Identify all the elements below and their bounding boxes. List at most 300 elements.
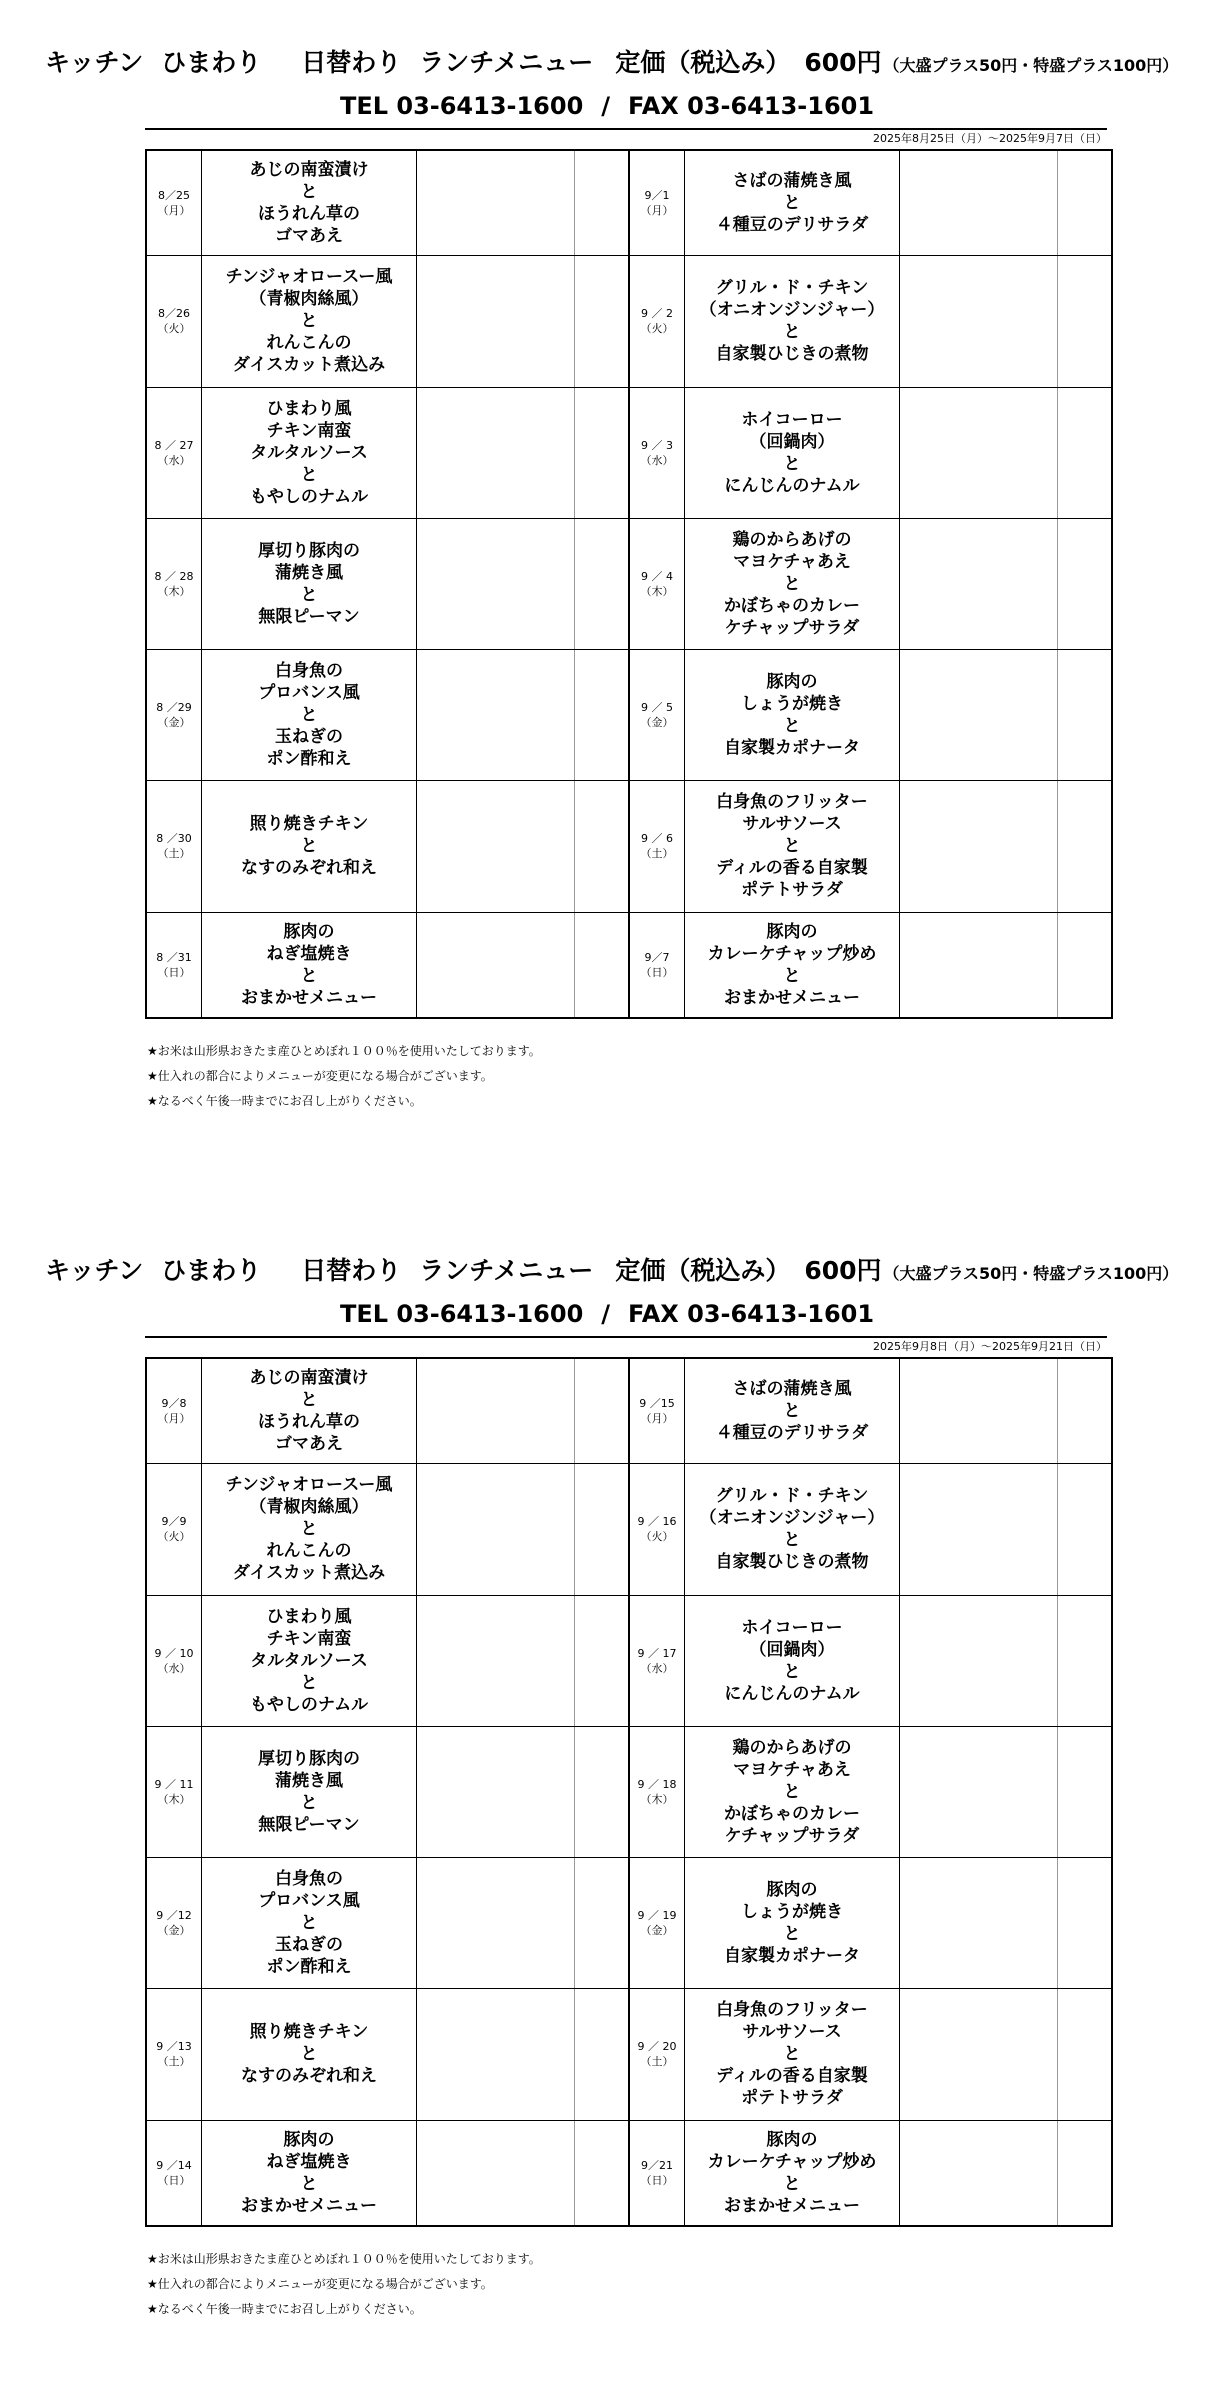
menu-weekday: （日） xyxy=(157,965,191,979)
menu-weekday: （土） xyxy=(640,847,674,861)
menu-dish-line: れんこんの xyxy=(266,1541,352,1562)
menu-blank-cell xyxy=(575,150,630,256)
menu-date-cell xyxy=(629,150,685,256)
menu-period: 2025年8月25日（月）～2025年9月7日（日） xyxy=(873,132,1107,145)
menu-date: 8 ／30 xyxy=(156,832,192,846)
menu-period: 2025年9月8日（月）～2025年9月21日（日） xyxy=(873,1340,1107,1353)
menu-date-cell xyxy=(629,1464,685,1595)
menu-row xyxy=(146,1858,1112,1989)
header-rule xyxy=(145,128,1107,130)
menu-dish-cell xyxy=(685,518,900,649)
menu-dish-line: ホイコーロー xyxy=(741,1617,843,1638)
menu-dish-line: プロバンス風 xyxy=(258,683,360,704)
menu-blank-cell xyxy=(900,1726,1058,1857)
menu-row xyxy=(146,256,1112,387)
menu-dish-line: 豚肉の xyxy=(283,2129,335,2150)
menu-dish-cell xyxy=(685,256,900,387)
price-value: 600円 xyxy=(804,48,882,77)
menu-dish-line: マヨケチャあえ xyxy=(733,551,851,572)
menu-dish-line: なすのみぞれ和え xyxy=(241,858,377,879)
menu-weekday: （月） xyxy=(157,1412,191,1426)
menu-date: 9 ／14 xyxy=(156,2158,192,2172)
daily-label: 日替わり xyxy=(301,48,402,77)
menu-blank-cell xyxy=(575,781,630,912)
menu-dish-line: と xyxy=(783,573,801,594)
menu-date-cell xyxy=(629,650,685,781)
menu-date-cell xyxy=(629,387,685,518)
menu-dish-line: チンジャオロースー風 xyxy=(225,1475,393,1496)
menu-dish-line: グリル・ド・チキン xyxy=(715,278,869,299)
menu-blank-cell xyxy=(417,781,575,912)
menu-blank-cell xyxy=(575,1358,630,1464)
menu-date-cell xyxy=(146,912,202,1018)
menu-dish-line: さばの蒲焼き風 xyxy=(732,1379,852,1400)
menu-blank-cell xyxy=(417,1989,575,2120)
menu-dish-line: しょうが焼き xyxy=(741,694,843,715)
menu-dish-cell xyxy=(685,1858,900,1989)
menu-dish-line: と xyxy=(300,965,318,986)
menu-date: 8 ／ 28 xyxy=(154,569,194,583)
menu-date: 9 ／ 3 xyxy=(641,438,673,452)
menu-weekday: （月） xyxy=(640,1412,674,1426)
menu-date: 8 ／ 27 xyxy=(154,438,194,452)
menu-dish-line: おまかせメニュー xyxy=(241,2195,377,2216)
menu-dish-cell xyxy=(202,1358,417,1464)
menu-date-cell xyxy=(629,1726,685,1857)
menu-weekday: （木） xyxy=(640,1792,674,1806)
menu-dish-cell xyxy=(202,1464,417,1595)
header-rule xyxy=(145,1336,1107,1338)
menu-blank-cell xyxy=(417,1726,575,1857)
menu-date: 9／8 xyxy=(161,1397,187,1411)
menu-dish-line: と xyxy=(300,311,318,332)
menu-dish-line: と xyxy=(300,1913,318,1934)
menu-blank-cell xyxy=(575,1595,630,1726)
menu-weekday: （月） xyxy=(157,204,191,218)
menu-dish-cell xyxy=(685,150,900,256)
menu-dish-line: かぼちゃのカレー xyxy=(724,1803,860,1824)
menu-blank-cell xyxy=(1058,1989,1113,2120)
menu-row xyxy=(146,518,1112,649)
menu-dish-line: と xyxy=(300,705,318,726)
menu-weekday: （金） xyxy=(157,716,191,730)
menu-dish-line: と xyxy=(783,2044,801,2065)
menu-row xyxy=(146,912,1112,1018)
menu-date: 9／7 xyxy=(644,950,670,964)
menu-blank-cell xyxy=(900,150,1058,256)
menu-date-cell xyxy=(629,2120,685,2226)
menu-date: 9／21 xyxy=(641,2158,673,2172)
menu-row xyxy=(146,1464,1112,1595)
menu-blank-cell xyxy=(1058,1595,1113,1726)
menu-blank-cell xyxy=(1058,150,1113,256)
menu-dish-line: ポテトサラダ xyxy=(741,880,843,901)
menu-dish-line: ポン酢和え xyxy=(266,1957,352,1978)
menu-row xyxy=(146,781,1112,912)
menu-date: 9 ／ 16 xyxy=(637,1515,677,1529)
menu-dish-cell xyxy=(685,1726,900,1857)
menu-dish-line: と xyxy=(783,193,801,214)
menu-title xyxy=(45,46,1178,83)
menu-row xyxy=(146,1989,1112,2120)
menu-weekday: （火） xyxy=(157,322,191,336)
extra-price-note: （大盛プラス50円・特盛プラス100円） xyxy=(883,1264,1179,1283)
note-eat-by: ★なるべく午後一時までにお召し上がりください。 xyxy=(147,1094,422,1108)
menu-dish-line: と xyxy=(300,584,318,605)
menu-weekday: （日） xyxy=(640,2173,674,2187)
menu-dish-line: 白身魚のフリッター xyxy=(716,792,868,813)
menu-dish-line: ディルの香る自家製 xyxy=(716,858,868,879)
menu-dish-line: と xyxy=(783,836,801,857)
menu-dish-line: ディルの香る自家製 xyxy=(716,2066,868,2087)
menu-dish-line: れんこんの xyxy=(266,333,352,354)
menu-blank-cell xyxy=(417,256,575,387)
menu-notes xyxy=(147,2247,541,2322)
menu-date: 9 ／12 xyxy=(156,1909,192,1923)
menu-dish-line: と xyxy=(300,1519,318,1540)
menu-dish-cell xyxy=(202,518,417,649)
menu-dish-cell xyxy=(685,1358,900,1464)
menu-dish-line: と xyxy=(783,1781,801,1802)
menu-weekday: （土） xyxy=(157,847,191,861)
price-label: 定価（税込み） xyxy=(615,1256,791,1285)
menu-blank-cell xyxy=(900,912,1058,1018)
price-value: 600円 xyxy=(804,1256,882,1285)
menu-blank-cell xyxy=(1058,1726,1113,1857)
menu-blank-cell xyxy=(417,650,575,781)
menu-dish-line: ４種豆のデリサラダ xyxy=(715,215,869,236)
menu-date: 9 ／ 20 xyxy=(637,2040,677,2054)
menu-dish-line: おまかせメニュー xyxy=(724,987,860,1008)
menu-blank-cell xyxy=(417,518,575,649)
menu-row xyxy=(146,387,1112,518)
menu-dish-line: ほうれん草の xyxy=(258,204,360,225)
menu-dish-line: 自家製カポナータ xyxy=(724,738,860,759)
menu-dish-line: ポテトサラダ xyxy=(741,2088,843,2109)
menu-weekday: （木） xyxy=(640,584,674,598)
menu-weekday: （金） xyxy=(640,1924,674,1938)
price-label: 定価（税込み） xyxy=(615,48,791,77)
menu-dish-line: ひまわり風 xyxy=(266,398,352,419)
menu-dish-line: さばの蒲焼き風 xyxy=(732,171,852,192)
menu-dish-line: ダイスカット煮込み xyxy=(232,355,386,376)
menu-blank-cell xyxy=(900,1595,1058,1726)
menu-dish-line: （青椒肉絲風） xyxy=(249,289,369,310)
menu-dish-line: と xyxy=(783,2173,801,2194)
menu-date: 9 ／ 11 xyxy=(154,1777,194,1791)
menu-dish-line: と xyxy=(300,1672,318,1693)
fax-number: FAX 03-6413-1601 xyxy=(628,1300,875,1328)
menu-weekday: （水） xyxy=(640,453,674,467)
menu-dish-line: ダイスカット煮込み xyxy=(232,1563,386,1584)
menu-date: 9 ／ 2 xyxy=(641,307,673,321)
menu-blank-cell xyxy=(900,387,1058,518)
menu-date: 9 ／13 xyxy=(156,2040,192,2054)
menu-blank-cell xyxy=(900,518,1058,649)
menu-dish-line: 蒲焼き風 xyxy=(275,562,343,583)
menu-blank-cell xyxy=(575,1464,630,1595)
menu-dish-cell xyxy=(202,2120,417,2226)
menu-dish-line: と xyxy=(783,716,801,737)
menu-blank-cell xyxy=(1058,650,1113,781)
menu-weekday: （日） xyxy=(640,965,674,979)
menu-dish-line: 豚肉の xyxy=(766,921,818,942)
menu-dish-line: なすのみぞれ和え xyxy=(241,2066,377,2087)
menu-blank-cell xyxy=(1058,912,1113,1018)
menu-date-cell xyxy=(629,1858,685,1989)
tel-number: TEL 03-6413-1600 xyxy=(339,92,584,120)
menu-dish-line: 白身魚の xyxy=(275,661,343,682)
menu-date-cell xyxy=(629,1989,685,2120)
menu-dish-line: もやしのナムル xyxy=(249,486,369,507)
menu-dish-line: と xyxy=(783,1924,801,1945)
menu-dish-line: （青椒肉絲風） xyxy=(249,1497,369,1518)
menu-blank-cell xyxy=(417,912,575,1018)
menu-blank-cell xyxy=(417,1358,575,1464)
menu-blank-cell xyxy=(900,2120,1058,2226)
menu-dish-cell xyxy=(202,150,417,256)
menu-dish-line: チキン南蛮 xyxy=(266,1628,352,1649)
menu-dish-line: と xyxy=(300,1792,318,1813)
menu-weekday: （木） xyxy=(157,1792,191,1806)
menu-dish-cell xyxy=(202,256,417,387)
menu-blank-cell xyxy=(575,2120,630,2226)
menu-dish-line: （回鍋肉） xyxy=(749,431,835,452)
menu-dish-line: グリル・ド・チキン xyxy=(715,1486,869,1507)
note-eat-by: ★なるべく午後一時までにお召し上がりください。 xyxy=(147,2302,422,2316)
menu-blank-cell xyxy=(575,387,630,518)
menu-date-cell xyxy=(146,781,202,912)
menu-dish-line: と xyxy=(783,1530,801,1551)
menu-notes xyxy=(147,1039,541,1114)
menu-dish-line: 自家製カポナータ xyxy=(724,1946,860,1967)
contact-separator: / xyxy=(601,1300,611,1328)
daily-label: 日替わり xyxy=(301,1256,402,1285)
menu-dish-line: にんじんのナムル xyxy=(724,475,860,496)
menu-date-cell xyxy=(629,1358,685,1464)
menu-date: 9 ／ 19 xyxy=(637,1909,677,1923)
menu-blank-cell xyxy=(417,387,575,518)
menu-dish-cell xyxy=(685,781,900,912)
menu-row xyxy=(146,1358,1112,1464)
menu-weekday: （火） xyxy=(640,322,674,336)
extra-price-note: （大盛プラス50円・特盛プラス100円） xyxy=(883,56,1179,75)
menu-dish-line: プロバンス風 xyxy=(258,1891,360,1912)
menu-dish-cell xyxy=(202,1595,417,1726)
menu-weekday: （木） xyxy=(157,584,191,598)
menu-dish-cell xyxy=(685,912,900,1018)
menu-dish-line: 自家製ひじきの煮物 xyxy=(715,1552,869,1573)
menu-weekday: （金） xyxy=(157,1924,191,1938)
menu-dish-line: と xyxy=(300,1390,318,1411)
menu-date: 9 ／ 17 xyxy=(637,1646,677,1660)
menu-weekday: （火） xyxy=(640,1530,674,1544)
menu-blank-cell xyxy=(575,1989,630,2120)
menu-weekday: （水） xyxy=(157,453,191,467)
menu-date-cell xyxy=(629,912,685,1018)
menu-dish-line: （オニオンジンジャー） xyxy=(699,1508,885,1529)
menu-date-cell xyxy=(146,2120,202,2226)
shop-label: キッチン xyxy=(45,1256,144,1285)
menu-blank-cell xyxy=(575,1858,630,1989)
menu-dish-line: 豚肉の xyxy=(766,672,818,693)
menu-dish-line: と xyxy=(300,2173,318,2194)
menu-weekday: （月） xyxy=(640,204,674,218)
menu-dish-line: 厚切り豚肉の xyxy=(258,1748,360,1769)
menu-dish-cell xyxy=(685,1989,900,2120)
menu-dish-line: 照り焼きチキン xyxy=(249,2022,369,2043)
shop-name: ひまわり xyxy=(161,48,262,77)
menu-dish-line: 厚切り豚肉の xyxy=(258,540,360,561)
menu-dish-line: と xyxy=(300,2044,318,2065)
menu-date: 9 ／ 6 xyxy=(641,832,673,846)
menu-blank-cell xyxy=(900,1358,1058,1464)
menu-blank-cell xyxy=(575,1726,630,1857)
menu-dish-cell xyxy=(202,781,417,912)
menu-dish-line: と xyxy=(300,464,318,485)
menu-dish-cell xyxy=(685,1464,900,1595)
menu-date: 9 ／ 4 xyxy=(641,569,673,583)
menu-date-cell xyxy=(629,781,685,912)
menu-dish-line: と xyxy=(300,836,318,857)
menu-dish-line: 鶏のからあげの xyxy=(732,529,852,550)
menu-date: 9／9 xyxy=(161,1515,187,1529)
menu-blank-cell xyxy=(1058,1358,1113,1464)
menu-dish-line: タルタルソース xyxy=(250,442,368,463)
menu-date: 8／26 xyxy=(158,307,190,321)
menu-weekday: （日） xyxy=(157,2173,191,2187)
menu-blank-cell xyxy=(575,256,630,387)
menu-dish-line: あじの南蛮漬け xyxy=(249,160,369,181)
menu-weekday: （火） xyxy=(157,1530,191,1544)
menu-dish-line: サルサソース xyxy=(742,2022,842,2043)
menu-row xyxy=(146,2120,1112,2226)
menu-blank-cell xyxy=(1058,256,1113,387)
menu-dish-line: サルサソース xyxy=(742,814,842,835)
menu-dish-line: ゴマあえ xyxy=(275,226,343,247)
menu-dish-line: ほうれん草の xyxy=(258,1412,360,1433)
contact-line xyxy=(0,89,1214,123)
note-menu-change: ★仕入れの都合によりメニューが変更になる場合がございます。 xyxy=(147,1069,493,1083)
menu-weekday: （土） xyxy=(157,2055,191,2069)
menu-date: 8／25 xyxy=(158,189,190,203)
menu-blank-cell xyxy=(417,150,575,256)
menu-dish-line: 豚肉の xyxy=(283,921,335,942)
menu-date-cell xyxy=(629,1595,685,1726)
menu-dish-line: カレーケチャップ炒め xyxy=(707,2151,877,2172)
menu-dish-cell xyxy=(685,1595,900,1726)
menu-dish-line: と xyxy=(783,322,801,343)
menu-blank-cell xyxy=(1058,518,1113,649)
menu-dish-line: しょうが焼き xyxy=(741,1902,843,1923)
menu-dish-cell xyxy=(202,1989,417,2120)
tel-number: TEL 03-6413-1600 xyxy=(339,1300,584,1328)
menu-dish-line: ねぎ塩焼き xyxy=(266,943,352,964)
menu-dish-line: 白身魚の xyxy=(275,1869,343,1890)
menu-dish-line: 豚肉の xyxy=(766,2129,818,2150)
menu-weekday: （水） xyxy=(640,1661,674,1675)
menu-table xyxy=(145,149,1113,1019)
shop-label: キッチン xyxy=(45,48,144,77)
menu-dish-line: ケチャップサラダ xyxy=(724,1825,860,1846)
menu-dish-line: 無限ピーマン xyxy=(258,1814,360,1835)
menu-dish-line: ポン酢和え xyxy=(266,749,352,770)
menu-blank-cell xyxy=(900,650,1058,781)
menu-dish-line: 白身魚のフリッター xyxy=(716,2000,868,2021)
contact-separator: / xyxy=(601,92,611,120)
menu-dish-line: チキン南蛮 xyxy=(266,420,352,441)
menu-dish-line: おまかせメニュー xyxy=(724,2195,860,2216)
menu-dish-line: にんじんのナムル xyxy=(724,1683,860,1704)
menu-date-cell xyxy=(146,1989,202,2120)
menu-dish-cell xyxy=(202,650,417,781)
menu-date-cell xyxy=(629,256,685,387)
menu-dish-line: （回鍋肉） xyxy=(749,1639,835,1660)
menu-dish-line: ホイコーロー xyxy=(741,409,843,430)
menu-date: 8 ／31 xyxy=(156,950,192,964)
note-rice: ★お米は山形県おきたま産ひとめぼれ１００％を使用いたしております。 xyxy=(147,2252,541,2266)
menu-date: 8 ／29 xyxy=(156,701,192,715)
menu-row xyxy=(146,1726,1112,1857)
menu-dish-line: 玉ねぎの xyxy=(275,727,343,748)
menu-date-cell xyxy=(146,1358,202,1464)
menu-blank-cell xyxy=(575,650,630,781)
menu-weekday: （土） xyxy=(640,2055,674,2069)
menu-dish-line: 鶏のからあげの xyxy=(732,1737,852,1758)
menu-blank-cell xyxy=(417,1464,575,1595)
note-menu-change: ★仕入れの都合によりメニューが変更になる場合がございます。 xyxy=(147,2277,493,2291)
menu-date: 9 ／ 5 xyxy=(641,701,673,715)
note-rice: ★お米は山形県おきたま産ひとめぼれ１００％を使用いたしております。 xyxy=(147,1044,541,1058)
menu-blank-cell xyxy=(900,781,1058,912)
menu-dish-line: と xyxy=(783,1401,801,1422)
menu-date: 9／1 xyxy=(644,189,670,203)
menu-date: 9 ／ 10 xyxy=(154,1646,194,1660)
menu-row xyxy=(146,150,1112,256)
fax-number: FAX 03-6413-1601 xyxy=(628,92,875,120)
menu-dish-line: かぼちゃのカレー xyxy=(724,595,860,616)
menu-dish-line: もやしのナムル xyxy=(249,1694,369,1715)
menu-blank-cell xyxy=(900,1858,1058,1989)
menu-date-cell xyxy=(146,150,202,256)
menu-date-cell xyxy=(146,1726,202,1857)
menu-dish-line: 照り焼きチキン xyxy=(249,814,369,835)
menu-dish-cell xyxy=(202,1858,417,1989)
menu-dish-line: ねぎ塩焼き xyxy=(266,2151,352,2172)
menu-dish-line: と xyxy=(300,182,318,203)
menu-dish-line: ひまわり風 xyxy=(266,1606,352,1627)
menu-blank-cell xyxy=(900,256,1058,387)
menu-dish-line: 無限ピーマン xyxy=(258,606,360,627)
menu-weekday: （金） xyxy=(640,716,674,730)
menu-dish-cell xyxy=(685,387,900,518)
menu-dish-line: チンジャオロースー風 xyxy=(225,267,393,288)
menu-weekday: （水） xyxy=(157,1661,191,1675)
menu-date-cell xyxy=(146,518,202,649)
menu-date-cell xyxy=(146,1595,202,1726)
menu-dish-line: タルタルソース xyxy=(250,1650,368,1671)
menu-row xyxy=(146,650,1112,781)
menu-blank-cell xyxy=(900,1989,1058,2120)
lunch-label: ランチメニュー xyxy=(419,48,594,77)
menu-date-cell xyxy=(146,256,202,387)
menu-dish-line: と xyxy=(783,1661,801,1682)
menu-dish-line: 玉ねぎの xyxy=(275,1935,343,1956)
menu-dish-cell xyxy=(202,1726,417,1857)
menu-dish-cell xyxy=(685,2120,900,2226)
menu-blank-cell xyxy=(417,2120,575,2226)
menu-dish-line: と xyxy=(783,965,801,986)
